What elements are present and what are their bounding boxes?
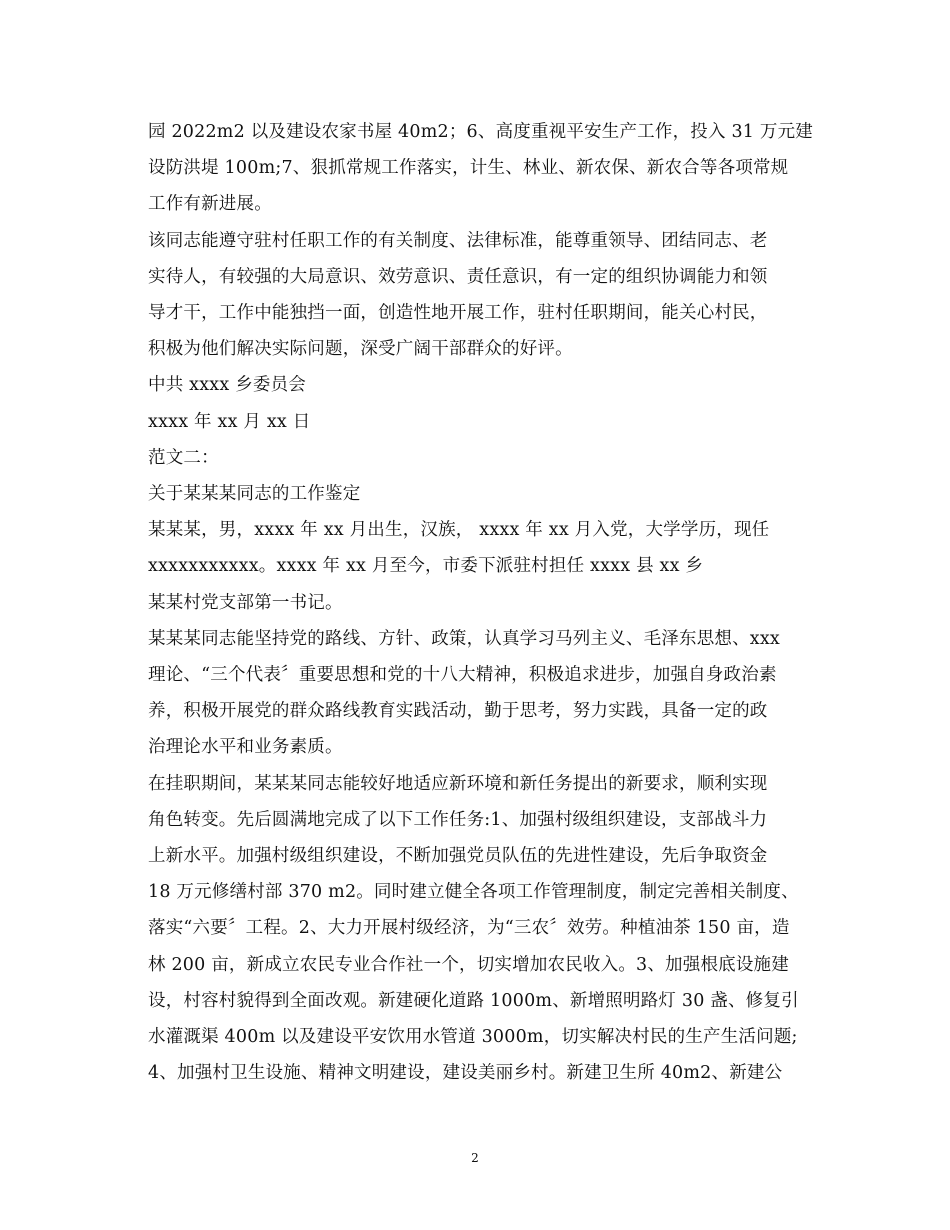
text-line: 在挂职期间，某某某同志能较好地适应新环境和新任务提出的新要求，顺利实现 xyxy=(148,773,768,794)
text-line: 水灌溉渠 400m 以及建设平安饮用水管道 3000m，切实解决村民的生产生活问题; xyxy=(148,1027,798,1048)
signature-date: xxxx 年 xx 月 xx 日 xyxy=(148,411,311,432)
text-line: 4、加强村卫生设施、精神文明建设，建设美丽乡村。新建卫生所 40m2、新建公 xyxy=(148,1063,783,1084)
text-line: 某某某同志能坚持党的路线、方针、政策，认真学习马列主义、毛泽东思想、xxx xyxy=(148,628,781,649)
signature-organization: 中共 xxxx 乡委员会 xyxy=(148,375,307,396)
text-line: 实待人，有较强的大局意识、效劳意识、责任意识，有一定的组织协调能力和领 xyxy=(148,266,768,287)
document-title: 关于某某某同志的工作鉴定 xyxy=(148,484,361,505)
text-line: 园 2022m2 以及建设农家书屋 40m2；6、高度重视平安生产工作，投入 31 万元建 xyxy=(148,122,813,142)
text-line: 落实“六要〞工程。2、大力开展村级经济，为“三农〞效劳。种植油茶 150 亩，造 xyxy=(148,918,790,939)
document-body xyxy=(148,114,820,1091)
text-line: 该同志能遵守驻村任职工作的有关制度、法律标准，能尊重领导、团结同志、老 xyxy=(148,230,768,251)
text-line: 林 200 亩，新成立农民专业合作社一个，切实增加农民收入。3、加强根底设施建 xyxy=(148,954,789,975)
text-line: 养，积极开展党的群众路线教育实践活动，勤于思考，努力实践，具备一定的政 xyxy=(148,701,768,722)
page-number: 2 xyxy=(471,1151,479,1165)
text-line: xxxxxxxxxxx。xxxx 年 xx 月至今，市委下派驻村担任 xxxx 县 xx 乡 xyxy=(148,556,704,577)
text-line: 治理论水平和业务素质。 xyxy=(148,737,343,758)
section-heading: 范文二： xyxy=(148,447,219,468)
text-line: 导才干，工作中能独挡一面，创造性地开展工作，驻村任职期间，能关心村民， xyxy=(148,303,768,324)
text-line: 积极为他们解决实际问题，深受广阔干部群众的好评。 xyxy=(148,339,573,360)
text-line: 工作有新进展。 xyxy=(148,194,272,215)
text-line: 18 万元修缮村部 370 m2。同时建立健全各项工作管理制度，制定完善相关制度、 xyxy=(148,882,799,903)
text-line: 某某村党支部第一书记。 xyxy=(148,592,343,613)
text-line: 某某某，男，xxxx 年 xx 月出生，汉族， xxxx 年 xx 月入党，大学学历，现任 xyxy=(148,520,770,541)
text-line: 设防洪堤 100m;7、狠抓常规工作落实，计生、林业、新农保、新农合等各项常规 xyxy=(148,158,789,179)
text-line: 理论、“三个代表〞重要思想和党的十八大精神，积极追求进步，加强自身政治素 xyxy=(148,665,777,686)
text-line: 上新水平。加强村级组织建设，不断加强党员队伍的先进性建设，先后争取资金 xyxy=(148,846,768,867)
text-line: 设，村容村貌得到全面改观。新建硬化道路 1000m、新增照明路灯 30 盏、修复引 xyxy=(148,990,799,1011)
text-line: 角色转变。先后圆满地完成了以下工作任务:1、加强村级组织建设，支部战斗力 xyxy=(148,809,768,830)
